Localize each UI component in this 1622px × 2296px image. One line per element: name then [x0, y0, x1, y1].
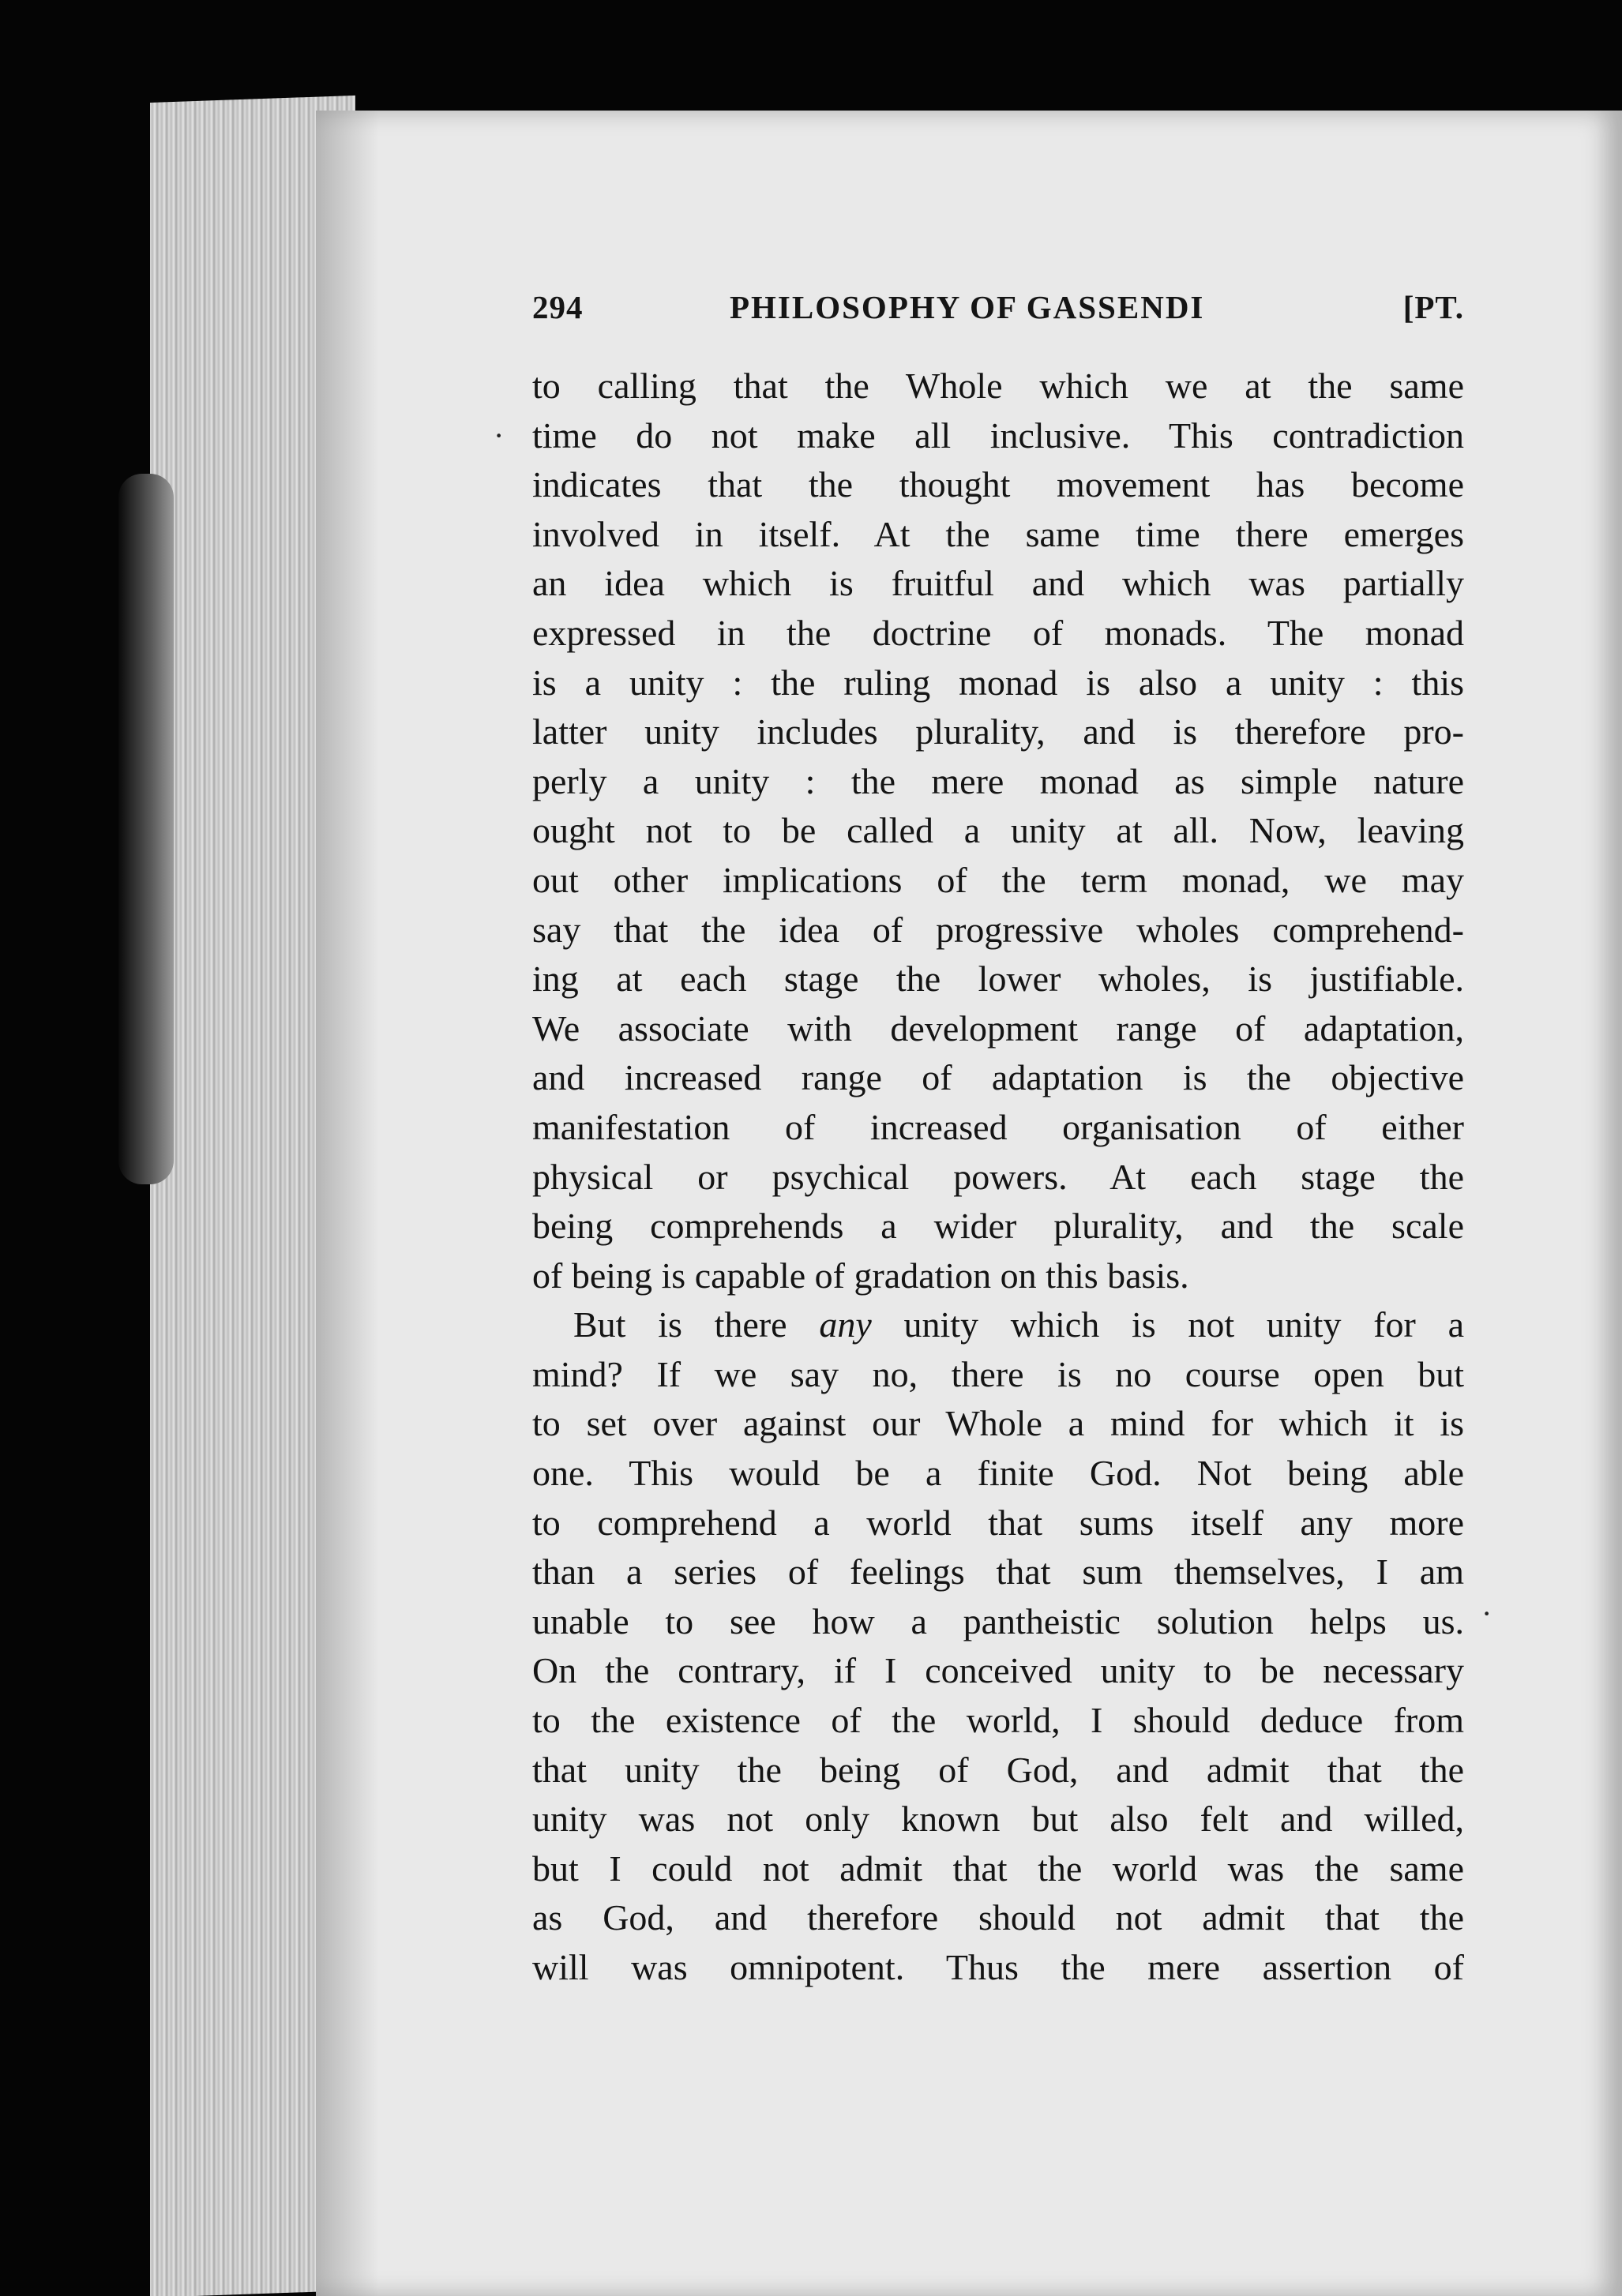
text-line: unable to see how a pantheistic solution helps us.	[532, 1600, 1464, 1641]
page-body	[532, 362, 1464, 1993]
page-number: 294	[532, 289, 584, 325]
text-line: involved in itself. At the same time there emerges	[532, 513, 1464, 554]
text-line: an idea which is fruitful and which was partially	[532, 563, 1464, 604]
paragraph-2	[532, 1300, 1464, 1992]
text-line: to calling that the Whole which we at the same	[532, 366, 1464, 406]
text-line: will was omnipotent. Thus the mere assertion of	[532, 1947, 1464, 1987]
text-line: perly a unity : the mere monad as simple nature	[532, 760, 1464, 801]
text-line: and increased range of adaptation is the objective	[532, 1057, 1464, 1098]
text-line: one. This would be a finite God. Not being able	[532, 1453, 1464, 1494]
text-line: mind? If we say no, there is no course open but	[532, 1353, 1464, 1394]
text-line: ing at each stage the lower wholes, is justifiable.	[532, 959, 1464, 1000]
text-line: to set over against our Whole a mind for which it is	[532, 1403, 1464, 1444]
text-line: latter unity includes plurality, and is therefore pro-	[532, 711, 1464, 752]
text-line: time do not make all inclusive. This contradiction	[532, 415, 1464, 456]
text-line: being comprehends a wider plurality, and the scale	[532, 1206, 1464, 1247]
text-line: We associate with development range of adaptation,	[532, 1007, 1464, 1049]
part-marker: [PT.	[1402, 289, 1464, 325]
emphasis-text: any	[819, 1304, 872, 1345]
running-title: PHILOSOPHY OF GASSENDI	[730, 289, 1205, 325]
text-segment: But is there	[573, 1304, 820, 1345]
text-line: indicates that the thought movement has become	[532, 464, 1464, 505]
text-line: is a unity : the ruling monad is also a unity : this	[532, 662, 1464, 703]
margin-dot-right: ·	[1481, 1596, 1492, 1631]
text-line: expressed in the doctrine of monads. The monad	[532, 612, 1464, 653]
text-line: manifestation of increased organisation of either	[532, 1106, 1464, 1147]
text-line: but I could not admit that the world was the same	[532, 1848, 1464, 1889]
page-gutter-shadow	[316, 111, 379, 2296]
text-line: than a series of feelings that sum themselves, I am	[532, 1551, 1464, 1593]
text-line: On the contrary, if I conceived unity to be necessary	[532, 1650, 1464, 1691]
text-line: to comprehend a world that sums itself any more	[532, 1502, 1464, 1543]
text-line: say that the idea of progressive wholes comprehend-	[532, 909, 1464, 950]
text-line: ought not to be called a unity at all. Now, leaving	[532, 810, 1464, 851]
text-segment: unity which is not unity for a	[871, 1304, 1464, 1345]
book-edge-shadow	[118, 474, 174, 1184]
text-line: to the existence of the world, I should deduce from	[532, 1700, 1464, 1741]
text-line: physical or psychical powers. At each stage the	[532, 1156, 1464, 1197]
paragraph-1	[532, 362, 1464, 1300]
running-header	[532, 288, 1464, 336]
text-line: unity was not only known but also felt and willed,	[532, 1799, 1464, 1840]
text-line: out other implications of the term monad, we may	[532, 859, 1464, 900]
margin-dot-left: ·	[494, 418, 505, 453]
text-line-first	[532, 1300, 1464, 1350]
text-line: as God, and therefore should not admit that the	[532, 1897, 1464, 1938]
text-line: of being is capable of gradation on this basis.	[532, 1255, 1189, 1296]
text-line: that unity the being of God, and admit that the	[532, 1749, 1464, 1790]
